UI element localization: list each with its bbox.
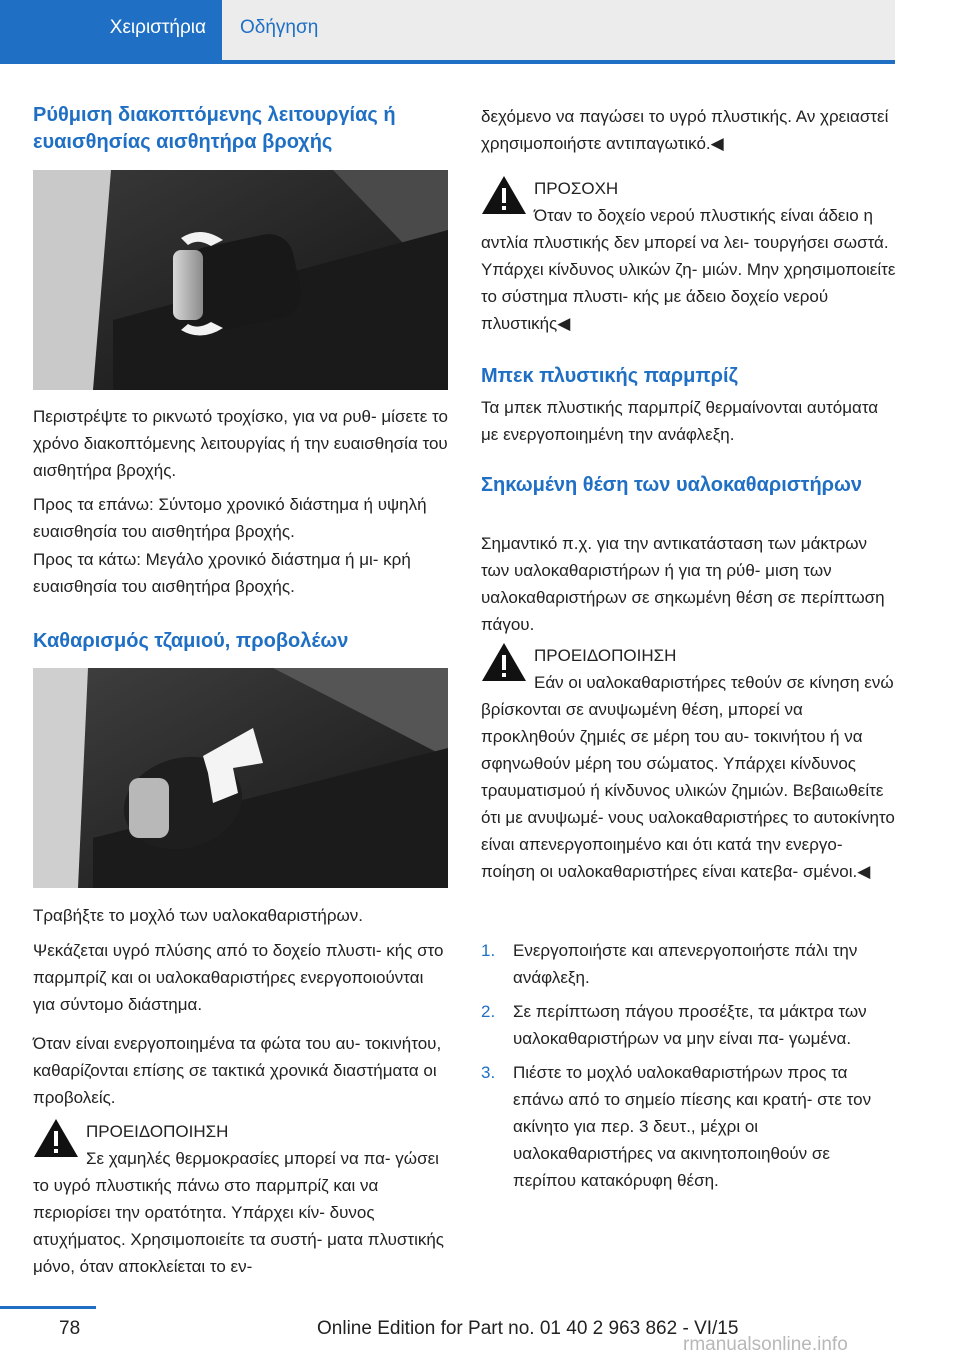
text-raised-position: Σημαντικό π.χ. για την αντικατάσταση των μάκτρων των υαλοκαθαριστήρων ή για τη ρύθ‐ μιση των υαλοκαθαριστήρων σε σηκωμένη θέση σε περίπτωση πάγου. <box>481 534 885 634</box>
text-rotate-wheel: Περιστρέψτε το ρικνωτό τροχίσκο, για να ρυθ‐ μίσετε το χρόνο διακοπτόμενης λειτουργίας ή την ευαισθησία του αισθητήρα βροχής. <box>33 407 448 480</box>
heading-washer-nozzles: Μπεκ πλυστικής παρμπρίζ <box>481 365 738 387</box>
step-number: 3. <box>481 1063 496 1082</box>
warning-body: Σε χαμηλές θερμοκρασίες μπορεί να πα‐ γώσει το υγρό πλυστικής πάνω στο παρμπρίζ και να περιορίσει την ορατότητα. Υπάρχει κίν‐ δυνος ατυχήματος. Χρησιμοποιείτε τα συστή‐ ματα πλυστικής μόνο, όταν αποκλείεται το εν‐ <box>33 1149 445 1276</box>
list-item <box>481 998 896 1052</box>
heading-interval-sensitivity: Ρύθμιση διακοπτόμενης λειτουργίας ή ευαισθησίας αισθητήρα βροχής <box>33 104 396 153</box>
text-continued-antifreeze: δεχόμενο να παγώσει το υγρό πλυστικής. Αν χρειαστεί χρησιμοποιήστε αντιπαγωτικό.◀ <box>481 107 889 153</box>
text-washer-spray: Ψεκάζεται υγρό πλύσης από το δοχείο πλυστι‐ κής στο παρμπρίζ και οι υαλοκαθαριστήρες ενεργοποιούνται για σύντομο διάστημα. <box>33 941 444 1014</box>
text-downward: Προς τα κάτω: Μεγάλο χρονικό διάστημα ή μι‐ κρή ευαισθησία του αισθητήρα βροχής. <box>33 550 411 596</box>
text-upward: Προς τα επάνω: Σύντομο χρονικό διάστημα ή υψηλή ευαισθησία του αισθητήρα βροχής. <box>33 495 427 541</box>
caution-title: ΠΡΟΣΟΧΗ <box>534 179 619 198</box>
caution-body: Όταν το δοχείο νερού πλυστικής είναι άδειο η αντλία πλυστικής δεν μπορεί να λει‐ τουργήσει σωστά. Υπάρχει κίνδυνος υλικών ζη‐ μιών. Μην χρησιμοποιείτε το σύστημα πλυστι‐ κής με άδειο δοχείο νερού πλυστικής◀ <box>481 206 896 333</box>
tab-controls[interactable] <box>0 0 222 60</box>
warning-box-raised-wipers <box>481 642 896 922</box>
photo-rain-sensor-wheel <box>33 170 448 390</box>
steps-list <box>481 937 896 1194</box>
footer-rule <box>0 1306 96 1309</box>
warning-body: Εάν οι υαλοκαθαριστήρες τεθούν σε κίνηση ενώ βρίσκονται σε ανυψωμένη θέση, μπορεί να προκληθούν ζημιές σε μέρη του αυ‐ τοκινήτου ή να σφηνωθούν μέρη του σώματος. Υπάρχει κίνδυνος τραυματισμού ή κίνδυνος υλικών ζημιών. Βεβαιωθείτε ότι με ανυψωμέ‐ νους υαλοκαθαριστήρες το αυτοκίνητο είναι απενεργοποιημένο και ότι κατά την ενεργο‐ ποίηση οι υαλοκαθαριστήρες είναι κατεβα‐ σμένοι.◀ <box>481 673 895 881</box>
page-header <box>0 0 895 64</box>
warning-title: ΠΡΟΕΙΔΟΠΟΙΗΣΗ <box>534 646 677 665</box>
watermark: rmanualsonline.info <box>683 1334 848 1355</box>
step-text: Σε περίπτωση πάγου προσέξτε, τα μάκτρα των υαλοκαθαριστήρων να μην είναι πα‐ γωμένα. <box>513 1002 867 1048</box>
step-number: 1. <box>481 941 496 960</box>
edition-text: Online Edition for Part no. 01 40 2 963 862 - VI/15 <box>317 1318 739 1339</box>
step-text: Πιέστε το μοχλό υαλοκαθαριστήρων προς τα επάνω από το σημείο πίεσης και κρατή‐ στε τον ακίνητο για περ. 3 δευτ., μέχρι οι υαλοκαθαριστήρες να ακινητοποιηθούν σε περίπου κατακόρυφη θέση. <box>513 1063 872 1190</box>
warning-box-freezing <box>33 1118 448 1298</box>
header-rule <box>0 60 895 64</box>
tab-controls-label: Χειριστήρια <box>109 17 206 38</box>
photo-wiper-stalk <box>33 668 448 888</box>
heading-raised-wipers: Σηκωμένη θέση των υαλοκαθαριστήρων <box>481 474 863 496</box>
text-nozzles-heated: Τα μπεκ πλυστικής παρμπρίζ θερμαίνονται αυτόματα με ενεργοποιημένη την ανάφλεξη. <box>481 398 879 444</box>
step-number: 2. <box>481 1002 496 1021</box>
step-text: Ενεργοποιήστε και απενεργοποιήστε πάλι την ανάφλεξη. <box>513 941 858 987</box>
text-pull-stalk: Τραβήξτε το μοχλό των υαλοκαθαριστήρων. <box>33 906 364 925</box>
heading-window-cleaning: Καθαρισμός τζαμιού, προβολέων <box>33 630 349 652</box>
list-item <box>481 937 896 991</box>
page-number: 78 <box>59 1318 81 1339</box>
tab-driving-label: Οδήγηση <box>240 17 319 38</box>
warning-title: ΠΡΟΕΙΔΟΠΟΙΗΣΗ <box>86 1122 229 1141</box>
caution-box-empty-tank <box>481 175 896 335</box>
text-headlights-cleaned: Όταν είναι ενεργοποιημένα τα φώτα του αυ‐ τοκινήτου, καθαρίζονται επίσης σε τακτικά χρονικά διαστήματα οι προβολείς. <box>33 1034 442 1107</box>
tab-driving[interactable] <box>222 0 895 60</box>
list-item <box>481 1059 896 1194</box>
